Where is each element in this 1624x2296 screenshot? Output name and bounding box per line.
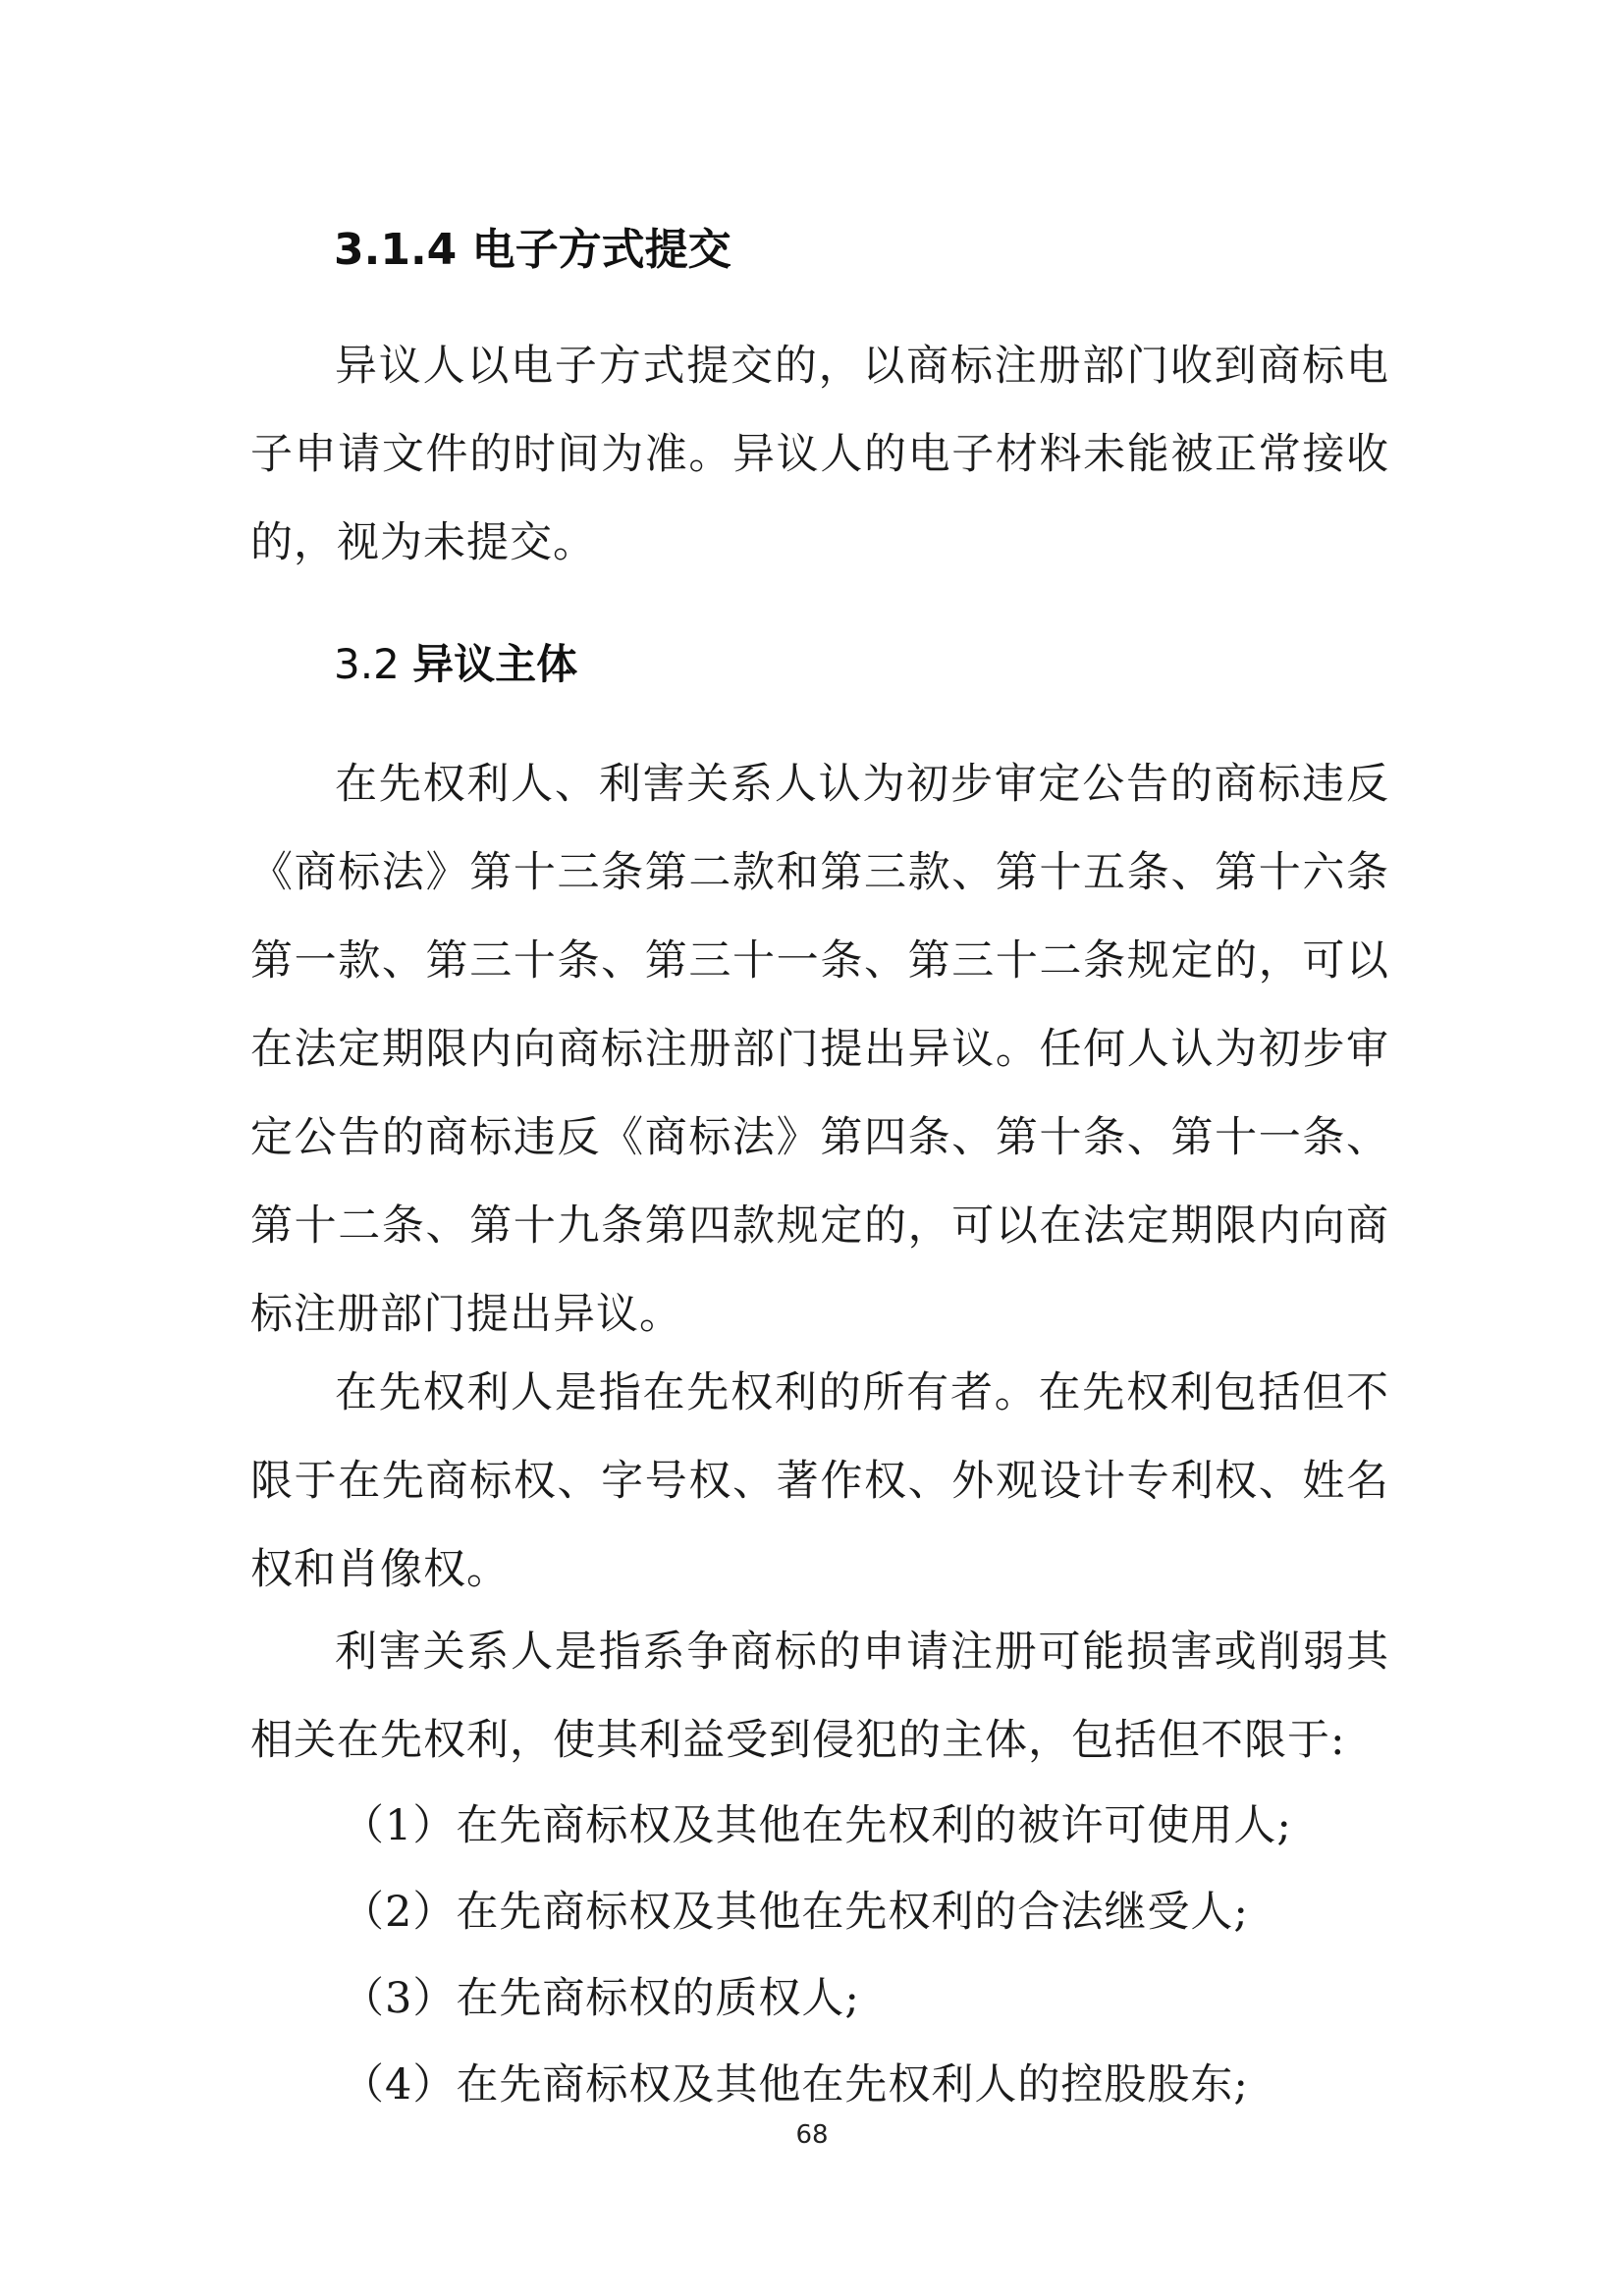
list-item: （3）在先商标权的质权人; bbox=[342, 1974, 860, 2023]
section-title: 异议主体 bbox=[412, 640, 578, 688]
section-number: 3.1.4 bbox=[334, 225, 458, 275]
page-number: 68 bbox=[795, 2120, 829, 2150]
section-number: 3.2 bbox=[334, 640, 400, 688]
paragraph-opposition-subject: 在先权利人、利害关系人认为初步审定公告的商标违反《商标法》第十三条第二款和第三款、第十五条、第十六条第一款、第三十条、第三十一条、第三十二条规定的，可以在法定期限内向商标注册部门提出异议。任何人认为初步审定公告的商标违反《商标法》第四条、第十条、第十一条、第十二条、第十九条第四款规定的，可以在法定期限内向商标注册部门提出异议。 bbox=[250, 760, 1389, 1339]
list-item: （2）在先商标权及其他在先权利的合法继受人; bbox=[342, 1888, 1249, 1937]
section-heading-3-1-4 bbox=[334, 214, 731, 277]
section-title: 电子方式提交 bbox=[471, 225, 731, 275]
section-heading-3-2 bbox=[334, 632, 577, 691]
paragraph-prior-rights-holder: 在先权利人是指在先权利的所有者。在先权利包括但不限于在先商标权、字号权、著作权、外观设计专利权、姓名权和肖像权。 bbox=[250, 1368, 1389, 1594]
list-item: （4）在先商标权及其他在先权利人的控股股东; bbox=[342, 2060, 1249, 2109]
paragraph-interested-party: 利害关系人是指系争商标的申请注册可能损害或削弱其相关在先权利，使其利益受到侵犯的主体，包括但不限于: bbox=[250, 1628, 1389, 1765]
list-item: （1）在先商标权及其他在先权利的被许可使用人; bbox=[342, 1801, 1292, 1850]
paragraph-electronic-submission: 异议人以电子方式提交的，以商标注册部门收到商标电子申请文件的时间为准。异议人的电子材料未能被正常接收的，视为未提交。 bbox=[250, 342, 1389, 567]
